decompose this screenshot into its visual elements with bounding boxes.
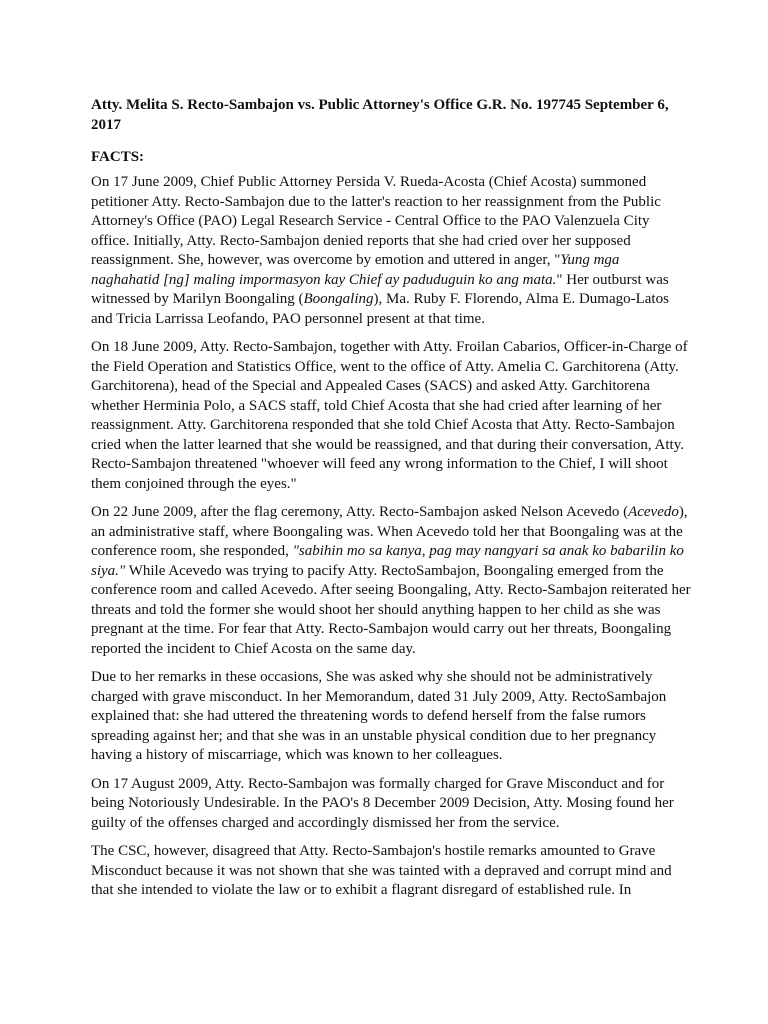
paragraph-5: On 17 August 2009, Atty. Recto-Sambajon was formally charged for Grave Misconduct and for being Notoriously Undesirable. In the PAO's 8 December 2009 Decision, Atty. Mosing found her guilty of the offenses charged and accordingly dismissed her from the service.: [91, 775, 674, 831]
paragraph-4: Due to her remarks in these occasions, She was asked why she should not be administratively charged with grave misconduct. In her Memorandum, dated 31 July 2009, Atty. RectoSambajon explained that: she had uttered the threatening words to defend herself from the false rumors spreading against her; and that she was in an unstable physical condition due to her pregnancy having a history of miscarriage, which was known to her colleagues.: [91, 669, 667, 763]
paragraph-1-text-b: " Her outburst was witnessed by Marilyn Boongaling (: [91, 271, 669, 307]
paragraph-3-text-a: On 22 June 2009, after the flag ceremony, Atty. Recto-Sambajon asked Nelson Acevedo (: [91, 504, 629, 520]
paragraph-1-text-c: ), Ma. Ruby F. Florendo, Alma E. Dumago-Latos and Tricia Larrissa Leofando, PAO personnel present at that time.: [91, 291, 669, 327]
paragraph-3-name: Acevedo: [628, 504, 679, 520]
document-body: [91, 95, 691, 910]
paragraph-3-text-c: While Acevedo was trying to pacify Atty. RectoSambajon, Boongaling emerged from the conference room and called Acevedo. After seeing Boongaling, Atty. Recto-Sambajon reiterated her threats and told the former she would shoot her should anything happen to her child as she was pregnant at the time. For fear that Atty. Recto-Sambajon would carry out her threats, Boongaling reported the incident to Chief Acosta on the same day.: [91, 562, 691, 657]
paragraph-1-text-a: On 17 June 2009, Chief Public Attorney Persida V. Rueda-Acosta (Chief Acosta) summoned petitioner Atty. Recto-Sambajon due to the latter's reaction to her reassignment from the Public Attorney's Office (PAO) Legal Research Service - Central Office to the PAO Valenzuela City office. Initially, Atty. Recto-Sambajon denied reports that she had cried over her supposed reassignment. She, however, was overcome by emotion and uttered in anger, ": [91, 174, 661, 268]
paragraph-1-name: Boongaling: [303, 291, 374, 307]
case-title: Atty. Melita S. Recto-Sambajon vs. Public Attorney's Office G.R. No. 197745 September 6, 2017: [91, 97, 669, 133]
paragraph-2: On 18 June 2009, Atty. Recto-Sambajon, together with Atty. Froilan Cabarios, Officer-in-Charge of the Field Operation and Statistics Office, went to the office of Atty. Amelia C. Garchitorena (Atty. Garchitorena), head of the Special and Appealed Cases (SACS) and asked Atty. Garchitorena whether Herminia Polo, a SACS staff, told Chief Acosta that she had cried after learning of her reassignment. Atty. Garchitorena responded that she told Chief Acosta that Atty. Recto-Sambajon cried when the latter learned that she would be reassigned, and that during their conversation, Atty. Recto-Sambajon threatened "whoever will feed any wrong information to the Chief, I will shoot them conjoined through the eyes.": [91, 339, 688, 492]
paragraph-3-text-b: ), an administrative staff, where Boongaling was. When Acevedo told her that Boongaling was at the conference room, she responded,: [91, 504, 688, 559]
paragraph-1-quote: Yung mga naghahatid [ng] maling impormasyon kay Chief ay paduduguin ko ang mata.: [91, 252, 620, 288]
paragraph-1: [91, 173, 691, 329]
paragraph-6: The CSC, however, disagreed that Atty. Recto-Sambajon's hostile remarks amounted to Grave Misconduct because it was not shown that she was tainted with a depraved and corrupt mind and that she intended to violate the law or to exhibit a flagrant disregard of established rule. In: [91, 843, 672, 898]
section-heading-facts: FACTS:: [91, 149, 145, 165]
paragraph-3-quote: "sabihin mo sa kanya, pag may nangyari sa anak ko babarilin ko siya.": [91, 543, 684, 579]
paragraph-3: [91, 503, 691, 659]
